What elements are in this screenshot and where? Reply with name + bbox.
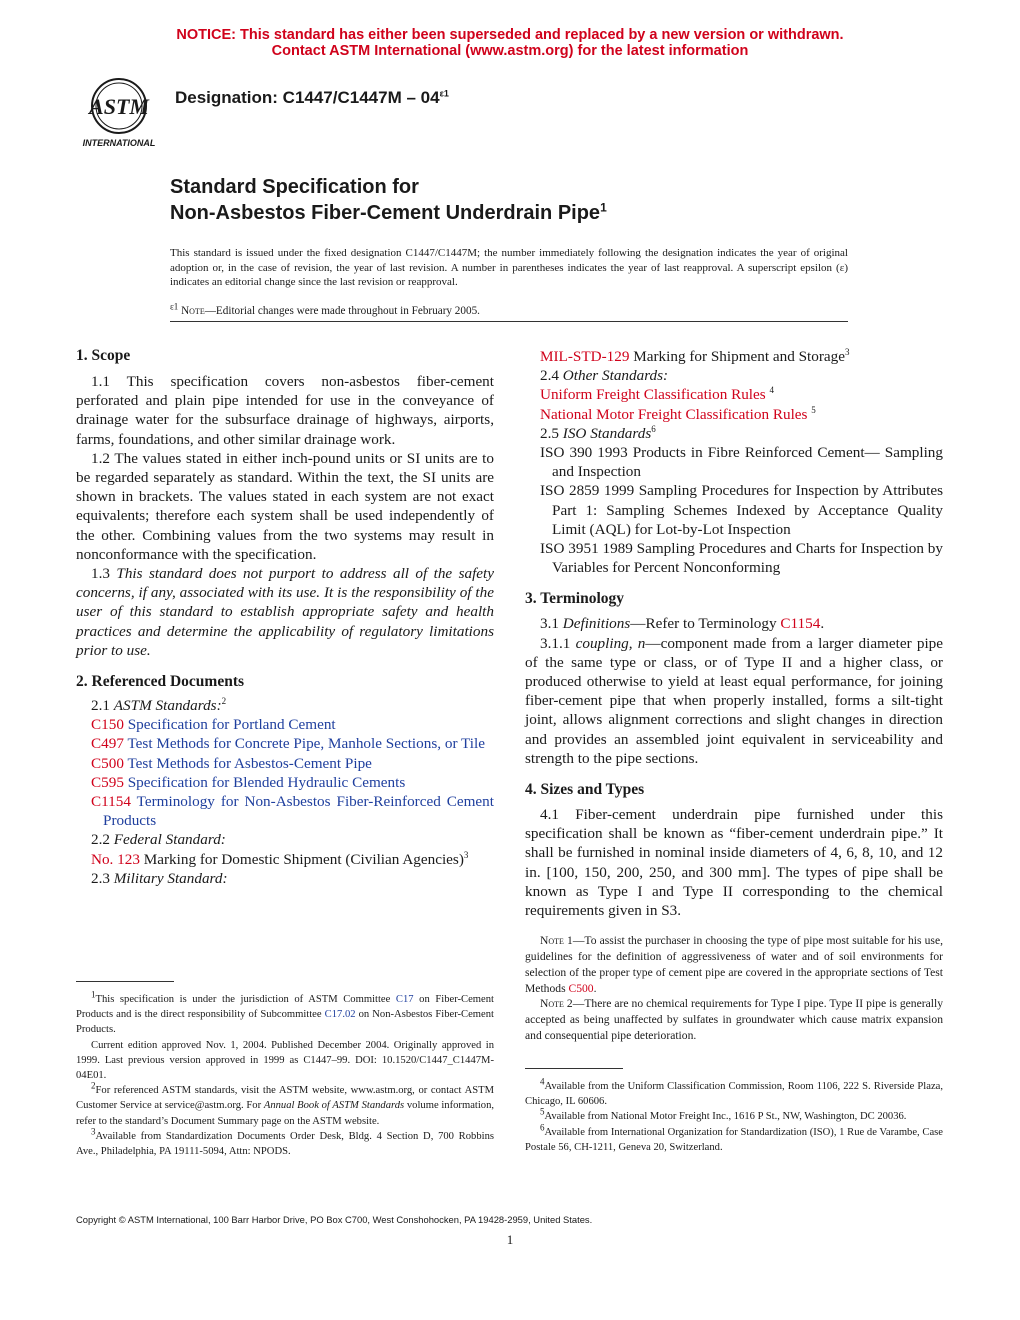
- footnote-text: Available from International Organization for Standardization (ISO), 1 Rue de Varambe, Case Postale 56, CH-1211, Geneva 20, Switzerland.: [525, 1126, 943, 1153]
- title-line-1: Standard Specification for: [170, 176, 419, 198]
- terminology-text: —Refer to Terminology: [630, 615, 777, 633]
- iso-standards-label: [525, 424, 943, 443]
- ref-title[interactable]: National Motor Freight Classification Rules: [540, 405, 808, 423]
- section-2-heading: 2. Referenced Documents: [76, 673, 245, 691]
- title-line-2: Non-Asbestos Fiber-Cement Underdrain Pipe: [170, 202, 601, 224]
- terminology-num: 3.1.1: [540, 634, 571, 652]
- footnote-text: volume information, refer to the standard’s Document Summary page on the ASTM website.: [76, 1100, 495, 1127]
- astm-standards-num: 2.1: [91, 697, 110, 715]
- astm-logo: [76, 76, 162, 152]
- ref-sup: 5: [811, 404, 816, 415]
- ref-sup: 3: [463, 849, 469, 860]
- footnote-italic: Annual Book of ASTM Standards: [263, 1100, 405, 1112]
- footnote-divider-left: [76, 981, 174, 982]
- note-label: Note 2: [540, 997, 573, 1011]
- footnote-text: This specification is under the jurisdiction of ASTM Committee: [95, 994, 391, 1005]
- ref-title: Marking for Shipment and Storage: [633, 348, 845, 365]
- terminology-term: coupling, n: [575, 634, 646, 652]
- ref-no-123[interactable]: [91, 850, 494, 869]
- scope-1-3-num: 1.3: [91, 565, 110, 583]
- footnote-text: Available from Standardization Documents Order Desk, Bldg. 4 Section D, 700 Robbins Ave., Philadelphia, PA 19111-5094, Attn: NPODS.: [76, 1130, 494, 1158]
- footnote-text: Available from the Uniform Classification Commission, Room 1106, 222 S. Riverside Plaza, Chicago, IL 60606.: [525, 1081, 943, 1108]
- footnote-text: Available from National Motor Freight Inc., 1616 P St., NW, Washington, DC 20036.: [544, 1111, 907, 1123]
- logo-mark-text: ASTM: [89, 94, 149, 119]
- footnote-4: [525, 1076, 943, 1109]
- ref-c1154[interactable]: [91, 792, 494, 830]
- other-num: 2.4: [540, 367, 559, 385]
- military-num: 2.3: [91, 869, 110, 887]
- footnote-5: [525, 1106, 943, 1124]
- footnote-1: [76, 989, 494, 1038]
- federal-num: 2.2: [91, 831, 110, 849]
- logo-subtitle: INTERNATIONAL: [82, 138, 156, 148]
- title-sup: 1: [600, 200, 607, 215]
- ref-code[interactable]: No. 123: [91, 850, 140, 868]
- terminology-label: Definitions: [562, 615, 631, 633]
- note-text: —To assist the purchaser in choosing the type of pipe most suitable for his use, guidelines for the definition of aggressiveness of water and of soil environments for selection of the proper type of cement pipe are covered in the appropriate sections of Test Methods: [525, 934, 943, 995]
- astm-standards-title: ASTM Standards:: [113, 697, 222, 715]
- federal-title: Federal Standard:: [113, 831, 226, 849]
- astm-standards-sup: 2: [221, 695, 227, 706]
- footnote-sup: 5: [540, 1106, 545, 1117]
- ref-c595[interactable]: [91, 773, 494, 792]
- iso-title: ISO Standards: [562, 424, 652, 442]
- scope-1-2: 1.2 The values stated in either inch-pound units or SI units are to be regarded separately as standard. Within the text, the SI units are shown in brackets. The values stated in each system are not exact equivalents; therefore each system shall be used independently of the other. Combining values from the two systems may result in nonconformance with the specification.: [76, 449, 494, 563]
- other-title: Other Standards:: [562, 367, 669, 385]
- terminology-num: 3.1: [540, 615, 559, 633]
- footnote-text: For referenced ASTM standards, visit the ASTM website, www.astm.org, or contact ASTM Customer Service at service@astm.org. For: [76, 1085, 494, 1112]
- footnote-sup: 3: [91, 1126, 96, 1137]
- ref-national-motor-freight[interactable]: [540, 405, 943, 424]
- note-link[interactable]: C500: [568, 981, 594, 995]
- ref-sup: 3: [844, 346, 850, 357]
- ref-title[interactable]: Test Methods for Concrete Pipe, Manhole Sections, or Tile: [127, 735, 485, 753]
- notice-line-1: NOTICE: This standard has either been superseded and replaced by a new version or withdrawn.: [176, 27, 844, 43]
- header-divider: [170, 321, 848, 322]
- footnotes-right: [525, 1076, 943, 1155]
- ref-title[interactable]: Specification for Blended Hydraulic Cements: [127, 773, 406, 791]
- military-title: Military Standard:: [113, 869, 228, 887]
- designation-label: Designation: C1447/C1447M – 04: [175, 88, 440, 107]
- astm-standards-label: [76, 696, 494, 715]
- section-3-heading: 3. Terminology: [525, 590, 625, 608]
- scope-1-3: [76, 564, 494, 660]
- ref-code[interactable]: C497: [91, 735, 124, 753]
- editorial-note-label: Note: [181, 305, 205, 317]
- footnote-sup: 6: [540, 1122, 545, 1133]
- ref-code[interactable]: MIL-STD-129: [540, 348, 630, 365]
- footnote-link[interactable]: C17.02: [324, 1009, 356, 1021]
- scope-1-1: 1.1 This specification covers non-asbestos fiber-cement perforated and plain pipe intended for use in the conveyance of drainage water for the subsurface drainage of highways, airports, farms, foundations, and other similar drainage work.: [76, 373, 494, 448]
- right-column: [525, 347, 943, 1044]
- designation: [175, 88, 449, 108]
- ref-code[interactable]: C595: [91, 773, 124, 791]
- footnote-divider-right: [525, 1068, 623, 1069]
- footnote-sup: 1: [91, 989, 96, 1000]
- astm-logo-mark: [76, 76, 162, 152]
- ref-code[interactable]: C150: [91, 716, 124, 734]
- ref-c497[interactable]: [91, 734, 494, 753]
- terminology-3-1: 3.1 Definitions—Refer to Terminology C1154.: [540, 615, 825, 633]
- footnote-3: [76, 1126, 494, 1159]
- federal-standard-label: [76, 830, 494, 849]
- ref-iso-2859: ISO 2859 1999 Sampling Procedures for Inspection by Attributes Part 1: Sampling Schemes Indexed by Acceptance Quality Limit (AQL) for Lot-by-Lot Inspection: [540, 482, 943, 538]
- footnote-sup: 2: [91, 1080, 96, 1091]
- page-number: 1: [506, 1232, 514, 1247]
- editorial-note-text: —Editorial changes were made throughout in February 2005.: [204, 305, 480, 317]
- ref-title[interactable]: Test Methods for Asbestos-Cement Pipe: [127, 754, 372, 772]
- ref-iso-3951: ISO 3951 1989 Sampling Procedures and Charts for Inspection by Variables for Percent Nonconforming: [540, 540, 943, 577]
- ref-c500[interactable]: [91, 754, 494, 773]
- section-4-heading: 4. Sizes and Types: [525, 781, 645, 799]
- iso-sup: 6: [651, 423, 656, 434]
- terminology-3-1-1: [525, 634, 943, 768]
- footnote-1-edition: Current edition approved Nov. 1, 2004. Published December 2004. Originally approved in 1999. Last previous version approved in 1999 as C1447–99. DOI: 10.1520/C1447_C1447M-04E01.: [76, 1039, 494, 1082]
- footnote-sup: 4: [540, 1076, 545, 1087]
- left-column: [76, 347, 494, 888]
- footnote-2: [76, 1080, 495, 1129]
- preamble: This standard is issued under the fixed designation C1447/C1447M; the number immediately following the designation indicates the year of original adoption or, in the case of revision, the year of last revision. A number in parentheses indicates the year of last reapproval. A superscript epsilon (ε) indicates an editorial change since the last revision or reapproval.: [170, 247, 848, 288]
- ref-sup: 4: [769, 385, 774, 396]
- note-label: Note 1: [540, 934, 573, 948]
- ref-title[interactable]: Uniform Freight Classification Rules: [540, 386, 766, 404]
- terminology-link[interactable]: C1154: [780, 615, 821, 633]
- iso-num: 2.5: [540, 424, 559, 442]
- scope-1-3-text: This standard does not purport to address all of the safety concerns, if any, associated with its use. It is the responsibility of the user of this standard to establish appropriate safety and health practices and determine the applicability of regulatory limitations prior to use.: [76, 565, 495, 659]
- footnotes-left: [76, 989, 495, 1159]
- footnote-text: on Fiber-Cement Products and is the direct responsibility of Subcommittee: [76, 994, 494, 1021]
- note-1: Note 1—To assist the purchaser in choosing the type of pipe most suitable for his use, guidelines for the definition of aggressiveness of water and of soil environments for selection of the proper type of cement pipe are covered in the appropriate sections of Test Methods C500.: [525, 934, 943, 995]
- notice-line-2: Contact ASTM International (www.astm.org) for the latest information: [271, 43, 749, 59]
- note-text: —There are no chemical requirements for Type I pipe. Type II pipe is generally accepted as being unaffected by sulfates in groundwater which cause matrix expansion and consequential pipe deterioration.: [525, 997, 943, 1043]
- copyright: Copyright © ASTM International, 100 Barr Harbor Drive, PO Box C700, West Conshohocken, PA 19428-2959, United States.: [76, 1214, 593, 1225]
- ref-title[interactable]: Specification for Portland Cement: [127, 716, 336, 734]
- ref-mil-std-129[interactable]: [540, 347, 943, 366]
- designation-sup: ε1: [439, 88, 449, 99]
- editorial-note: [170, 301, 480, 318]
- footnote-6: [525, 1122, 943, 1155]
- sizes-4-1: 4.1 Fiber-cement underdrain pipe furnished under this specification shall be known as “fiber-cement underdrain pipe.” It shall be furnished in nominal inside diameters of 4, 6, 8, 10, and 12 in. [100, 150, 200, 250, and 300 mm]. The types of pipe shall be known as Type I and Type II corresponding to the chemical requirements given in S3.: [525, 806, 943, 920]
- footnote-link[interactable]: C17: [395, 994, 414, 1005]
- ref-iso-390: ISO 390 1993 Products in Fibre Reinforced Cement— Sampling and Inspection: [540, 444, 943, 481]
- ref-title: Marking for Domestic Shipment (Civilian Agencies): [143, 850, 464, 868]
- military-standard-label: [76, 869, 494, 888]
- ref-uniform-freight[interactable]: [540, 385, 943, 404]
- note-2: [525, 996, 943, 1043]
- ref-code[interactable]: C500: [91, 754, 124, 772]
- section-1-heading: 1. Scope: [76, 347, 131, 364]
- other-standards-label: [525, 366, 943, 385]
- footnote-text: on Non-Asbestos Fiber-Cement Products.: [76, 1009, 494, 1036]
- ref-c150[interactable]: [91, 715, 494, 734]
- ref-title[interactable]: Terminology for Non-Asbestos Fiber-Reinforced Cement Products: [103, 793, 494, 830]
- editorial-note-sup: ε1: [170, 301, 179, 312]
- ref-code[interactable]: C1154: [91, 793, 131, 811]
- page-title: [170, 174, 607, 226]
- terminology-text: —component made from a larger diameter pipe of the same type or class, or of Type II and a higher class, or produced otherwise to yield at least equal performance, for joining fiber-cement pipe that when properly installed, forms a silt-tight joint, allows alignment corrections and slight changes in direction and provides an assembled joint equivalent in serviceability and strength to the pipe sections.: [525, 634, 944, 767]
